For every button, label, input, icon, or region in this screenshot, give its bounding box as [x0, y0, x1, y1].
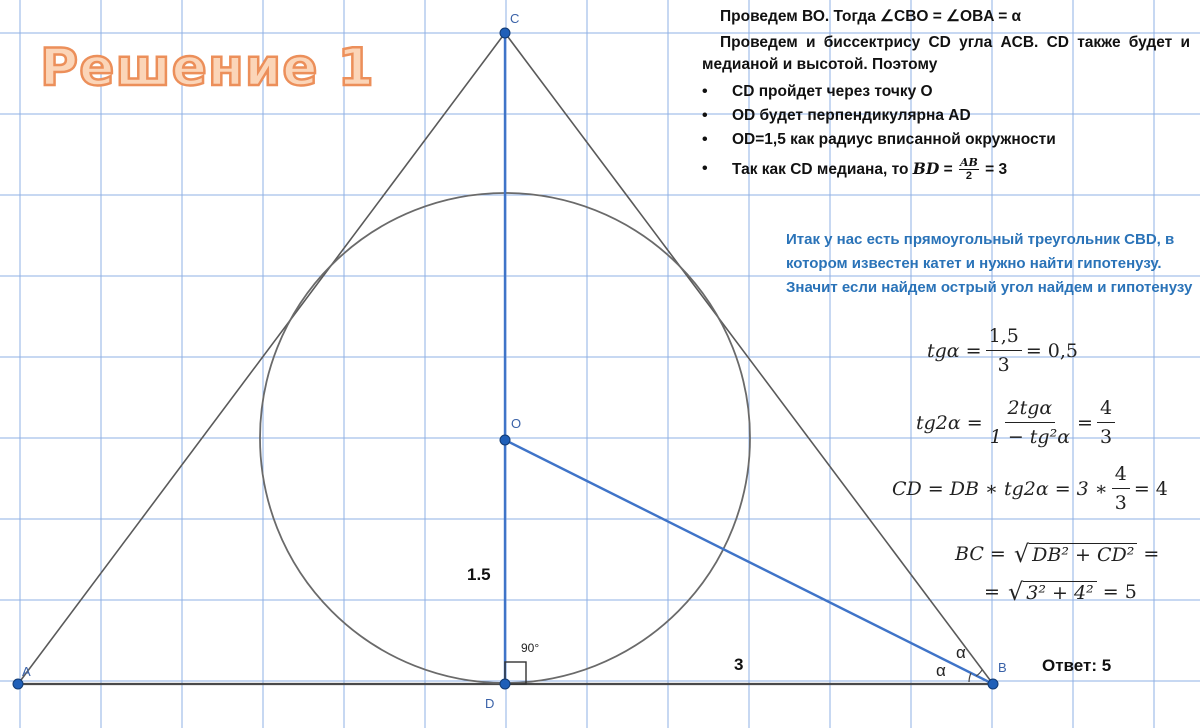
angle-arc-obc [976, 670, 982, 676]
bullet-dot: • [702, 107, 708, 124]
formula-fraction [986, 324, 1022, 377]
alpha-label-upper: α [956, 643, 966, 662]
text-line-bo: Проведем ВО. Тогда ∠CBO = ∠OBA = α [720, 8, 1022, 25]
fraction-numerator: AB [959, 156, 978, 170]
formula-lhs: BC [955, 543, 984, 565]
formula-lhs: tgα [927, 339, 960, 362]
bullet-dot: • [702, 160, 708, 177]
bullet-item: • Так как CD медиана, то BD = $\frac{AB}{2}$ = 3 [700, 152, 1190, 184]
bullet-math-result: 3 [998, 161, 1008, 178]
point-d[interactable] [500, 679, 510, 689]
bullet-text: Так как CD медиана, то [732, 161, 913, 178]
point-o[interactable] [500, 435, 510, 445]
bullet-text: CD пройдет через точку О [732, 83, 933, 100]
formula-result: 0,5 [1047, 339, 1079, 362]
alpha-label-lower: α [936, 661, 946, 680]
fraction-denominator: 3 [1114, 492, 1127, 514]
fraction-denominator: 3 [1099, 426, 1113, 448]
formula-tg-alpha: tgα = $\frac{1,5}{3}$ = 0,5 [927, 325, 1079, 376]
fraction-numerator: 2tgα [1005, 396, 1056, 423]
solution-title: Решение 1 [40, 38, 375, 98]
fraction-numerator: 1,5 [986, 324, 1022, 351]
bullet-dot: • [702, 131, 708, 148]
point-a[interactable] [13, 679, 23, 689]
bullet-dot: • [702, 83, 708, 100]
side-ac [18, 33, 505, 684]
point-label-c: C [510, 11, 520, 26]
bullet-math-bd: BD [912, 159, 940, 178]
point-c[interactable] [500, 28, 510, 38]
bullet-list [700, 80, 1190, 184]
conclusion-note: Итак у нас есть прямоугольный треугольник CBD, в котором известен катет и нужно найти гипотенузу. Значит если найдем острый угол найдем и гипотенузу [786, 231, 1193, 296]
formula-tg-2alpha: tg2α = $\frac{\text{2tgα}}{\text{1 − tg²α}}$ = $\frac{4}{3}$ [916, 396, 1119, 449]
point-label-d: D [485, 696, 495, 711]
point-label-b: B [998, 660, 1007, 675]
bullet-text: OD=1,5 как радиус вписанной окружности [732, 131, 1056, 148]
formula-fraction [1112, 462, 1130, 515]
formula-bc-line1: BC = √ DB² + CD² = [955, 540, 1160, 568]
formula-fraction [987, 396, 1073, 449]
formula-result: 5 [1124, 581, 1137, 603]
bullet-item [700, 128, 1190, 152]
db-length-label: 3 [734, 655, 744, 674]
sqrt-sign: √ [1013, 540, 1030, 568]
sqrt-radicand: DB² + CD² [1029, 543, 1137, 566]
sqrt-sign: √ [1007, 578, 1024, 606]
text-paragraph-bisector: Проведем и биссектрису CD угла ACB. CD также будет и медианой и высотой. Поэтому [702, 34, 1190, 73]
sqrt-expression [1014, 542, 1138, 566]
od-length-label: 1.5 [467, 565, 491, 584]
right-angle-label: 90° [521, 641, 540, 655]
fraction-denominator: 3 [997, 354, 1010, 376]
fraction-numerator: 4 [1112, 462, 1130, 489]
fraction-denominator: 2 [965, 170, 972, 183]
bullet-item [700, 104, 1190, 128]
fraction-numerator: 4 [1097, 396, 1115, 423]
sqrt-radicand: 3² + 4² [1023, 581, 1096, 604]
bullet-fraction [959, 156, 979, 183]
formula-result: 4 [1155, 477, 1168, 500]
bullet-text: OD будет перпендикулярна AD [732, 107, 971, 124]
formula-bc-line2: = √ 3² + 4² = 5 [984, 578, 1137, 606]
sqrt-expression [1008, 580, 1097, 604]
point-b[interactable] [988, 679, 998, 689]
formula-fraction-result [1097, 396, 1115, 449]
formula-lhs: CD = DB ∗ tg2α = 3 ∗ [892, 477, 1108, 500]
formula-cd: CD = DB ∗ tg2α = 3 ∗ $\frac{4}{3}$ = 4 [892, 463, 1168, 514]
point-label-o: O [511, 416, 522, 431]
fraction-denominator: 1 − tg²α [989, 426, 1071, 448]
point-label-a: A [22, 664, 31, 679]
answer-text: Ответ: 5 [1042, 656, 1112, 675]
formula-lhs: tg2α [916, 411, 961, 434]
bullet-item [700, 80, 1190, 104]
